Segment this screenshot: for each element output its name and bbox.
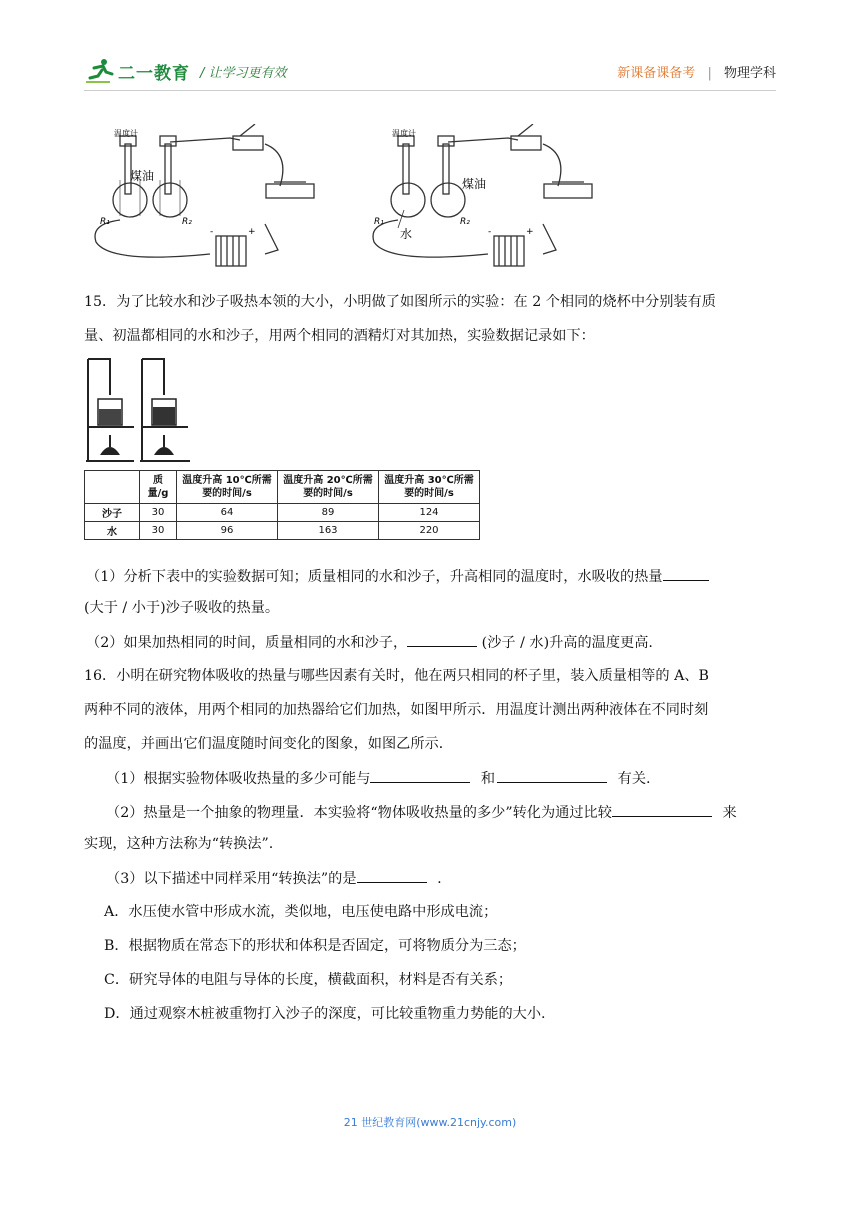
subject-label: 物理学科 xyxy=(723,66,776,81)
q15-sub2-options: (沙子 / 水)升高的温度更高. xyxy=(481,635,653,651)
q16-sub3-text: （3）以下描述中同样采用“转换法”的是 xyxy=(106,871,357,887)
q15-line1: 15．为了比较水和沙子吸热本领的大小，小明做了如图所示的实验：在 2 个相同的烧杯中分别装有质 xyxy=(84,294,716,310)
thermometer-label-right: 温度计 xyxy=(392,129,416,138)
answer-blank[interactable] xyxy=(407,632,477,647)
table-header-row xyxy=(85,471,480,504)
q15-sub1-line1 xyxy=(86,566,709,587)
q16-sub1-end: 有关. xyxy=(617,771,651,787)
q15-line2: 量、初温都相同的水和沙子，用两个相同的酒精灯对其加热，实验数据记录如下： xyxy=(84,328,595,344)
table-row xyxy=(85,522,480,540)
q16-sub2-line2: 实现，这种方法称为“转换法”. xyxy=(84,836,274,852)
q16-sub2-lai: 来 xyxy=(722,805,737,821)
page-footer: 21 世纪教育网(www.21cnjy.com) xyxy=(343,1116,517,1129)
table-cell: 30 xyxy=(140,504,177,522)
option-b: B．根据物质在常态下的形状和体积是否固定，可将物质分为三态； xyxy=(104,938,526,954)
answer-blank[interactable] xyxy=(370,768,470,783)
water-label-right: 水 xyxy=(400,227,413,241)
answer-blank[interactable] xyxy=(663,566,709,581)
q16-sub1 xyxy=(106,768,651,789)
q16-sub2-line1 xyxy=(106,802,737,823)
q16-line3: 的温度，并画出它们温度随时间变化的图象，如图乙所示． xyxy=(84,736,453,752)
table-cell: 30 xyxy=(140,522,177,540)
q16-sub2-text: （2）热量是一个抽象的物理量．本实验将“物体吸收热量的多少”转化为通过比较 xyxy=(106,805,612,821)
option-a: A．水压使水管中形成水流，类似地，电压使电路中形成电流； xyxy=(104,904,498,920)
kerosene-label-right: 煤油 xyxy=(462,177,487,191)
table-cell: 沙子 xyxy=(85,504,140,522)
table-cell: 163 xyxy=(278,522,379,540)
table-cell: 水 xyxy=(85,522,140,540)
circuit-diagram-right xyxy=(368,124,608,274)
header-separator: | xyxy=(707,66,712,81)
thermometer-label-left: 温度计 xyxy=(114,129,138,138)
r1-label-right: R₁ xyxy=(374,217,384,227)
r2-label-left: R₂ xyxy=(182,217,192,227)
header-right xyxy=(617,62,776,81)
slogan: / 让学习更有效 xyxy=(200,65,287,81)
heating-apparatus-figure xyxy=(84,355,194,467)
q16-sub3 xyxy=(106,868,442,889)
q15-sub1-line2: (大于 / 小于)沙子吸收的热量。 xyxy=(84,600,280,616)
table-header-cell xyxy=(85,471,140,504)
table-cell: 220 xyxy=(379,522,480,540)
r2-label-right: R₂ xyxy=(460,217,470,227)
course-tag: 新课备课备考 xyxy=(617,66,696,81)
option-d: D．通过观察木桩被重物打入沙子的深度，可比较重物重力势能的大小. xyxy=(104,1006,546,1022)
q15-sub1-text: （1）分析下表中的实验数据可知；质量相同的水和沙子，升高相同的温度时，水吸收的热量 xyxy=(86,569,663,585)
table-header-cell: 温度升高 10℃所需要的时间/s xyxy=(177,471,278,504)
svg-text:+: + xyxy=(248,227,256,237)
kerosene-label-left: 煤油 xyxy=(130,169,155,183)
heating-data-table xyxy=(84,470,480,540)
q15-sub2 xyxy=(86,632,653,653)
svg-text:-: - xyxy=(488,227,492,237)
table-cell: 64 xyxy=(177,504,278,522)
q16-line1: 16．小明在研究物体吸收的热量与哪些因素有关时，他在两只相同的杯子里，装入质量相等的 A、B xyxy=(84,668,709,684)
answer-blank[interactable] xyxy=(497,768,607,783)
table-header-cell: 质量/g xyxy=(140,471,177,504)
q16-sub3-end: . xyxy=(437,871,442,887)
runner-logo-icon xyxy=(84,58,114,84)
table-header-cell: 温度升高 30℃所需要的时间/s xyxy=(379,471,480,504)
table-row xyxy=(85,504,480,522)
answer-blank[interactable] xyxy=(612,802,712,817)
q16-line2: 两种不同的液体，用两个相同的加热器给它们加热，如图甲所示．用温度计测出两种液体在不同时刻 xyxy=(84,702,709,718)
table-cell: 96 xyxy=(177,522,278,540)
r1-label-left: R₁ xyxy=(100,217,110,227)
q16-sub1-text: （1）根据实验物体吸收热量的多少可能与 xyxy=(106,771,371,787)
page-header xyxy=(84,58,776,88)
table-cell: 89 xyxy=(278,504,379,522)
table-header-cell: 温度升高 20℃所需要的时间/s xyxy=(278,471,379,504)
svg-text:+: + xyxy=(526,227,534,237)
option-c: C．研究导体的电阻与导体的长度，横截面积，材料是否有关系； xyxy=(104,972,513,988)
q16-sub1-and: 和 xyxy=(480,771,496,787)
header-divider xyxy=(84,90,776,91)
logo-text: 二一教育 xyxy=(118,63,190,84)
table-cell: 124 xyxy=(379,504,480,522)
svg-text:-: - xyxy=(210,227,214,237)
answer-blank[interactable] xyxy=(357,868,427,883)
circuit-diagram-left xyxy=(90,124,330,274)
q15-sub2-text: （2）如果加热相同的时间，质量相同的水和沙子， xyxy=(86,635,408,651)
logo xyxy=(84,58,287,84)
